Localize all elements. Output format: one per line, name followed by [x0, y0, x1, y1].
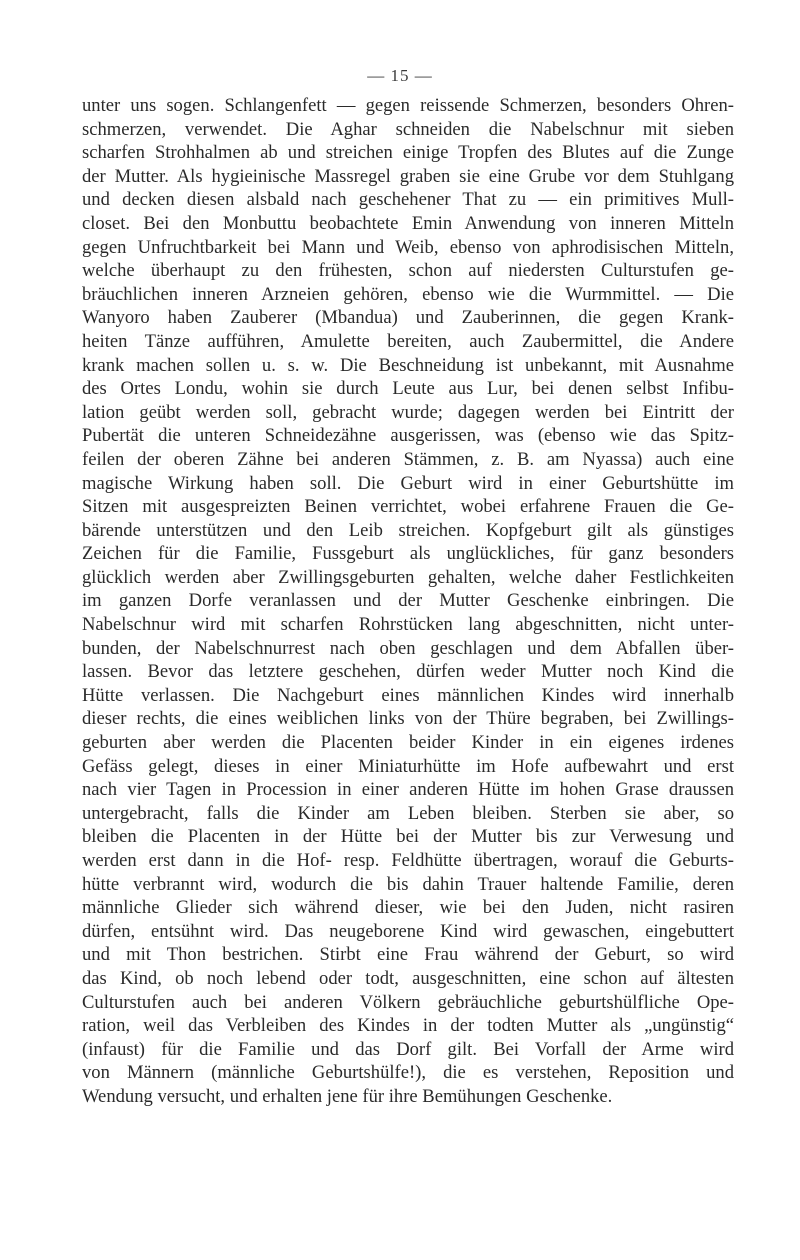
text-line: gegen Unfruchtbarkeit bei Mann und Weib, ebenso von aphrodisischen Mitteln, — [82, 236, 734, 258]
text-line: krank machen sollen u. s. w. Die Beschneidung ist unbekannt, mit Ausnahme — [82, 354, 734, 376]
text-line: bleiben die Placenten in der Hütte bei der Mutter bis zur Verwesung und — [82, 826, 734, 848]
text-line: bärende unterstützen und den Leib streichen. Kopfgeburt gilt als günstiges — [82, 519, 734, 541]
text-line: des Ortes Londu, wohin sie durch Leute aus Lur, bei denen selbst Infibu- — [82, 378, 734, 400]
text-line: (infaust) für die Familie und das Dorf gilt. Bei Vorfall der Arme wird — [82, 1038, 734, 1060]
text-line: bunden, der Nabelschnurrest nach oben geschlagen und dem Abfallen über- — [82, 637, 734, 659]
text-line: Culturstufen auch bei anderen Völkern gebräuchliche geburtshülfliche Ope- — [82, 991, 734, 1013]
text-line: Wendung versucht, und erhalten jene für ihre Bemühungen Geschenke. — [82, 1085, 613, 1107]
text-line: geburten aber werden die Placenten beider Kinder in ein eigenes irdenes — [82, 732, 734, 754]
text-line: dürfen, entsühnt wird. Das neugeborene Kind wird gewaschen, eingebuttert — [82, 920, 734, 942]
text-line: lassen. Bevor das letztere geschehen, dürfen weder Mutter noch Kind die — [82, 661, 734, 683]
page-number: — 15 — — [367, 66, 433, 85]
text-line: Wanyoro haben Zauberer (Mbandua) und Zauberinnen, die gegen Krank- — [82, 307, 734, 329]
text-line: dieser rechts, die eines weiblichen links von der Thüre begraben, bei Zwillings- — [82, 708, 734, 730]
text-line: schmerzen, verwendet. Die Aghar schneiden die Nabelschnur mit sieben — [82, 118, 734, 140]
text-line: untergebracht, falls die Kinder am Leben bleiben. Sterben sie aber, so — [82, 802, 734, 824]
text-line: nach vier Tagen in Procession in einer anderen Hütte im hohen Grase draussen — [82, 779, 734, 801]
text-line: welche überhaupt zu den frühesten, schon auf niedersten Culturstufen ge- — [82, 260, 734, 282]
text-line: Pubertät die unteren Schneidezähne ausgerissen, was (ebenso wie das Spitz- — [82, 425, 734, 447]
text-line: männliche Glieder sich während dieser, wie bei den Juden, nicht rasiren — [82, 897, 734, 919]
text-line: das Kind, ob noch lebend oder todt, ausgeschnitten, eine schon auf ältesten — [82, 967, 734, 989]
text-line: bräuchlichen inneren Arzneien gehören, ebenso wie die Wurmmittel. — Die — [82, 283, 734, 305]
text-line: magische Wirkung haben soll. Die Geburt wird in einer Geburtshütte im — [82, 472, 734, 494]
text-line: und mit Thon bestrichen. Stirbt eine Frau während der Geburt, so wird — [82, 944, 734, 966]
text-line: feilen der oberen Zähne bei anderen Stämmen, z. B. am Nyassa) auch eine — [82, 448, 734, 470]
text-line: Gefäss gelegt, dieses in einer Miniaturhütte im Hofe aufbewahrt und erst — [82, 755, 734, 777]
text-line: Nabelschnur wird mit scharfen Rohrstücken lang abgeschnitten, nicht unter- — [82, 614, 734, 636]
text-line: der Mutter. Als hygieinische Massregel graben sie eine Grube vor dem Stuhlgang — [82, 165, 734, 187]
text-line: closet. Bei den Monbuttu beobachtete Emin Anwendung von inneren Mitteln — [82, 212, 734, 234]
text-line: ration, weil das Verbleiben des Kindes in der todten Mutter als „ungünstig“ — [82, 1015, 734, 1037]
text-line: glücklich werden aber Zwillingsgeburten gehalten, welche daher Festlichkeiten — [82, 566, 734, 588]
text-line: Hütte verlassen. Die Nachgeburt eines männlichen Kindes wird innerhalb — [82, 684, 734, 706]
text-line: scharfen Strohhalmen ab und streichen einige Tropfen des Blutes auf die Zunge — [82, 142, 734, 164]
text-line: im ganzen Dorfe veranlassen und der Mutter Geschenke einbringen. Die — [82, 590, 734, 612]
text-line: Zeichen für die Familie, Fussgeburt als unglückliches, für ganz besonders — [82, 543, 734, 565]
text-line: lation geübt werden soll, gebracht wurde; dagegen werden bei Eintritt der — [82, 401, 734, 423]
text-line: von Männern (männliche Geburtshülfe!), die es verstehen, Reposition und — [82, 1062, 734, 1084]
text-line: heiten Tänze aufführen, Amulette bereiten, auch Zaubermittel, die Andere — [82, 330, 734, 352]
text-line: werden erst dann in die Hof- resp. Feldhütte übertragen, worauf die Geburts- — [82, 850, 734, 871]
text-line: und decken diesen alsbald nach geschehener That zu — ein primitives Mull- — [82, 189, 734, 211]
text-line: hütte verbrannt wird, wodurch die bis dahin Trauer haltende Familie, deren — [82, 873, 734, 895]
body-text — [82, 94, 734, 1109]
text-line: unter uns sogen. Schlangenfett — gegen reissende Schmerzen, besonders Ohren- — [82, 95, 734, 116]
text-line: Sitzen mit ausgespreizten Beinen verrichtet, wobei erfahrene Frauen die Ge- — [82, 496, 734, 518]
